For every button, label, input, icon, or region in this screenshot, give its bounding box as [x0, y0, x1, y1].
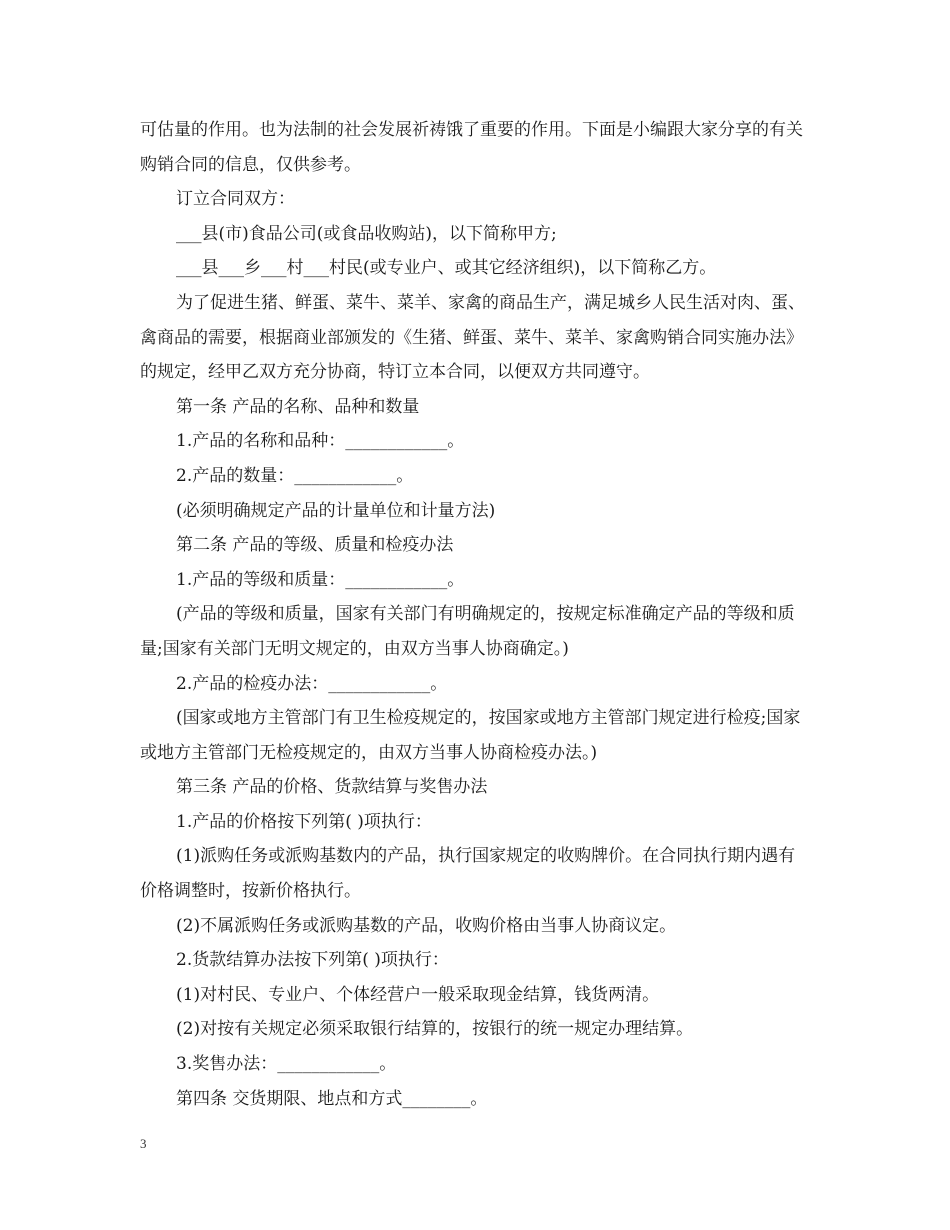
paragraph: (2)对按有关规定必须采取银行结算的，按银行的统一规定办理结算。 [176, 1019, 694, 1040]
paragraph: 第四条 交货期限、地点和方式________。 [176, 1088, 488, 1109]
paragraph: 2.产品的数量：____________。 [176, 465, 414, 486]
page-number: 3 [140, 1136, 147, 1151]
paragraph: (2)不属派购任务或派购基数的产品，收购价格由当事人协商议定。 [176, 915, 677, 936]
paragraph: (1)对村民、专业户、个体经营户一般采取现金结算，钱货两清。 [176, 984, 660, 1005]
paragraph: 1.产品的名称和品种：____________。 [176, 431, 465, 452]
paragraph: 2.货款结算办法按下列第( )项执行： [176, 950, 449, 971]
paragraph: 订立合同双方： [176, 189, 295, 210]
document-body [140, 113, 812, 1116]
paragraph: 1.产品的等级和质量：____________。 [176, 569, 465, 590]
paragraph: ___县___乡___村___村民(或专业户、或其它经济组织)，以下简称乙方。 [176, 258, 717, 279]
paragraph: 可估量的作用。也为法制的社会发展祈祷饿了重要的作用。下面是小编跟大家分享的有关购销合同的信息，仅供参考。 [140, 120, 803, 175]
paragraph: 2.产品的检疫办法：____________。 [176, 673, 448, 694]
paragraph: 3.奖售办法：____________。 [176, 1054, 397, 1075]
paragraph: ___县(市)食品公司(或食品收购站)，以下简称甲方; [176, 223, 557, 244]
paragraph: (产品的等级和质量，国家有关部门有明确规定的，按规定标准确定产品的等级和质量;国家有关部门无明文规定的，由双方当事人协商确定。) [140, 604, 795, 659]
paragraph: (必须明确规定产品的计量单位和计量方法) [176, 500, 496, 521]
paragraph: (1)派购任务或派购基数内的产品，执行国家规定的收购牌价。在合同执行期内遇有价格调整时，按新价格执行。 [140, 846, 796, 902]
paragraph: 第二条 产品的等级、质量和检疫办法 [176, 535, 454, 556]
paragraph: 第三条 产品的价格、货款结算与奖售办法 [176, 777, 488, 798]
paragraph: (国家或地方主管部门有卫生检疫规定的，按国家或地方主管部门规定进行检疫;国家或地方主管部门无检疫规定的，由双方当事人协商检疫办法。) [140, 708, 801, 763]
paragraph: 为了促进生猪、鲜蛋、菜牛、菜羊、家禽的商品生产，满足城乡人民生活对肉、蛋、禽商品的需要，根据商业部颁发的《生猪、鲜蛋、菜牛、菜羊、家禽购销合同实施办法》的规定，经甲乙双方充分协商，特订立本合同，以便双方共同遵守。 [140, 292, 805, 383]
paragraph: 第一条 产品的名称、品种和数量 [176, 396, 420, 417]
paragraph: 1.产品的价格按下列第( )项执行： [176, 811, 432, 832]
